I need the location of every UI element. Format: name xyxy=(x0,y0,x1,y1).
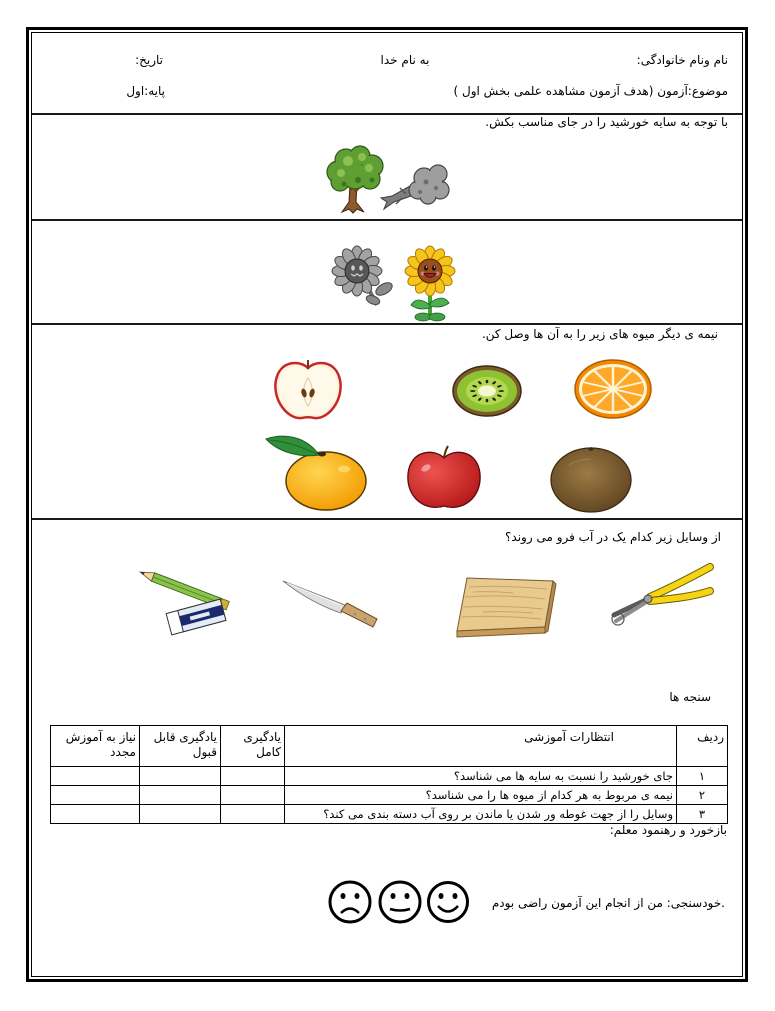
row-number: ۳ xyxy=(677,805,728,824)
row-number: ۱ xyxy=(677,767,728,786)
rating-cell xyxy=(51,786,140,805)
sunflower-illustration xyxy=(403,245,457,323)
pencil-eraser-illustration xyxy=(136,566,234,640)
wooden-board-illustration xyxy=(453,575,559,639)
table-row xyxy=(51,805,728,824)
row-expectation: وسایل را از جهت غوطه ور شدن یا ماندن بر روی آب دسته بندی می کند؟ xyxy=(285,805,677,824)
shadow-instruction: با توجه به سایه خورشید را در جای مناسب بکش. xyxy=(485,115,728,129)
column-header-acceptable-learning: یادگیری قابل قبول xyxy=(140,726,221,767)
fruits-instruction: نیمه ی دیگر میوه های زیر را به آن ها وصل کن. xyxy=(481,327,718,341)
rating-cell xyxy=(221,767,285,786)
self-assessment-text: خودسنجی: من از انجام این آزمون راضی بودم. xyxy=(491,896,725,910)
assessment-title: سنجه ها xyxy=(669,690,711,704)
rating-cell xyxy=(51,767,140,786)
rating-cell xyxy=(221,786,285,805)
kiwi-half-illustration xyxy=(451,364,523,418)
pliers-illustration xyxy=(608,561,716,629)
row-number: ۲ xyxy=(677,786,728,805)
objects-instruction: از وسایل زیر کدام یک در آب فرو می روند؟ xyxy=(505,530,721,544)
row-expectation: جای خورشید را نسبت به سایه ها می شناسد؟ xyxy=(285,767,677,786)
subject-label: موضوع:آزمون (هدف آزمون مشاهده علمی بخش اول ) xyxy=(453,84,728,98)
rating-cell xyxy=(221,805,285,824)
table-row xyxy=(51,786,728,805)
section-divider xyxy=(32,518,742,520)
tree-illustration xyxy=(322,146,386,216)
name-label: نام ونام خانوادگی: xyxy=(636,53,728,67)
teacher-feedback-label: بازخورد و رهنمود معلم: xyxy=(609,823,727,837)
grade-label: پایه:اول xyxy=(126,84,165,98)
kiwi-whole-illustration xyxy=(549,445,633,513)
rating-cell xyxy=(140,767,221,786)
rating-cell xyxy=(51,805,140,824)
column-header-full-learning: یادگیری کامل xyxy=(221,726,285,767)
red-apple-illustration xyxy=(404,444,484,512)
rating-cell xyxy=(140,805,221,824)
section-divider xyxy=(32,323,742,325)
table-header-row xyxy=(51,726,728,767)
neutral-face-icon xyxy=(377,879,423,925)
sad-face-icon xyxy=(327,879,373,925)
date-label: تاریخ: xyxy=(135,53,163,67)
table-row xyxy=(51,767,728,786)
happy-face-icon xyxy=(425,879,471,925)
knife-illustration xyxy=(281,577,379,629)
tree-shadow-illustration xyxy=(380,162,450,212)
column-header-expectations: انتظارات آموزشی xyxy=(285,726,677,767)
orange-half-illustration xyxy=(573,358,653,420)
tangerine-illustration xyxy=(264,431,368,513)
bismillah-heading: به نام خدا xyxy=(380,53,430,67)
apple-half-illustration xyxy=(272,358,344,422)
column-header-row-number: ردیف xyxy=(677,726,728,767)
row-expectation: نیمه ی مربوط به هر کدام از میوه ها را می شناسد؟ xyxy=(285,786,677,805)
rating-cell xyxy=(140,786,221,805)
section-divider xyxy=(32,219,742,221)
sunflower-shadow-illustration xyxy=(331,245,395,309)
assessment-table xyxy=(50,725,728,824)
column-header-needs-reteaching: نیاز به آموزش مجدد xyxy=(51,726,140,767)
